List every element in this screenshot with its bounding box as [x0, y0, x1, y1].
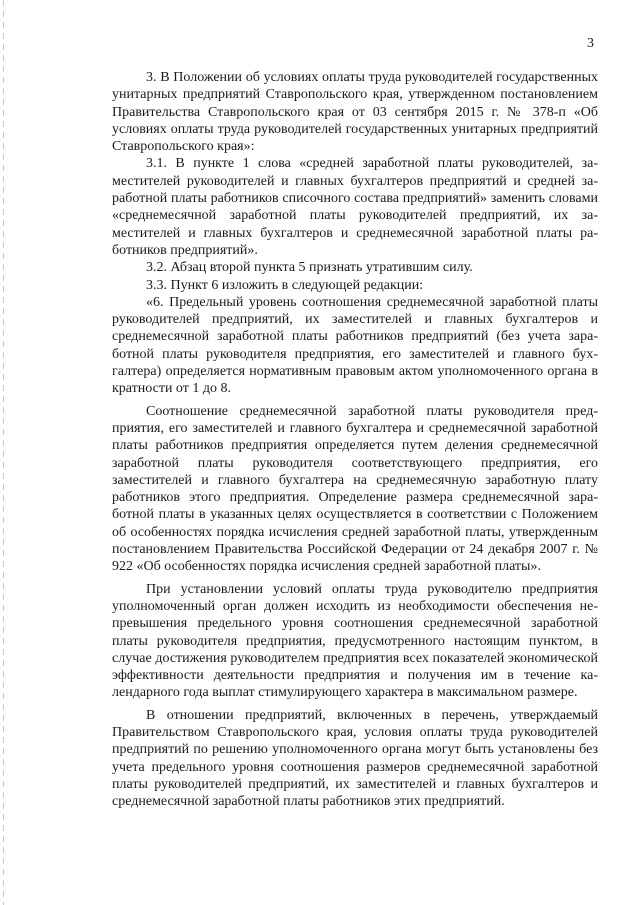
paragraph-pay-conditions: При установлении условий оплаты труда руководителю предприятия уполномоченный орган должен исходить из необходимости обеспечения непревышения предельного уровня соотношения среднемесячной заработной платы руководителя предприятия, предусмотренного настоящим пунктом, в случае достижения руководителем предприятия всех показателей экономической эффективности деятельности предприятия и получения им в течение календарного года выплат стимулирующего характера в максимальном размере. — [112, 581, 598, 701]
paragraph-3-1: 3.1. В пункте 1 слова «средней заработной платы руководителей, заместителей руководителей и главных бухгалтеров предприятий и средней заработной платы работников списочного состава предприятий» заменить словами «среднемесячной заработной платы руководителей предприятий, их заместителей и главных бухгалтеров и среднемесячной заработной платы работников предприятий». — [112, 156, 598, 258]
paragraph-3: 3. В Положении об условиях оплаты труда руководителей государственных унитарных предприятий Ставропольского края, утвержденном постановлением Правительства Ставропольского края от 03 сентября 2015 г. № 378-п «Об условиях оплаты труда руководителей государственных унитарных предприятий Ставропольского края»: — [112, 70, 598, 155]
page-number: 3 — [587, 36, 594, 51]
paragraph-3-2: 3.2. Абзац второй пункта 5 признать утратившим силу. — [146, 260, 473, 276]
paragraph-3-3: 3.3. Пункт 6 изложить в следующей редакции: — [146, 277, 424, 293]
document-body — [112, 69, 598, 810]
paragraph-exempt-enterprises: В отношении предприятий, включенных в перечень, утверждаемый Правительством Ставропольского края, условия оплаты труда руководителей предприятий по решению уполномоченного органа могут быть установлены без учета предельного уровня соотношения размеров среднемесячной заработной платы руководителей предприятий, их заместителей и главных бухгалтеров и среднемесячной заработной платы работников этих предприятий. — [112, 707, 598, 810]
paragraph-point-6: «6. Предельный уровень соотношения среднемесячной заработной платы руководителей предприятий, их заместителей и главных бухгалтеров и среднемесячной заработной платы работников предприятий (без учета заработной платы руководителя предприятия, его заместителей и главного бухгалтера) определяется нормативным правовым актом уполномоченного органа в кратности от 1 до 8. — [112, 294, 598, 397]
paragraph-ratio-definition: Соотношение среднемесячной заработной платы руководителя предприятия, его заместителей и главного бухгалтера и среднемесячной заработной платы работников предприятия определяется путем деления среднемесячной заработной платы руководителя соответствующего предприятия, его заместителей и главного бухгалтера на среднемесячную заработную плату работников этого предприятия. Определение размера среднемесячной заработной платы в указанных целях осуществляется в соответствии с Положением об особенностях порядка исчисления средней заработной платы, утвержденным постановлением Правительства Российской Федерации от 24 декабря 2007 г. № 922 «Об особенностях порядка исчисления средней заработной платы». — [112, 403, 598, 575]
scan-edge-line — [3, 0, 4, 905]
